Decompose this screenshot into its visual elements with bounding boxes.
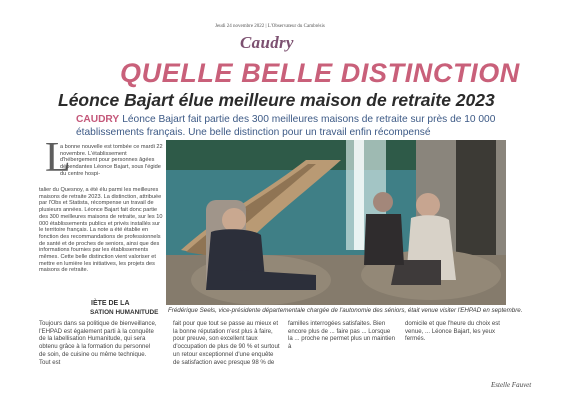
bottom-column-1: Toujours dans sa politique de bienveillance, l'EHPAD est également parti à la conquête de la labellisation Humanitude, qui sera obtenu grâce à la formation du personnel de soin, de cuisine ou même technique. Tout est [39, 320, 157, 366]
bottom-column-3: familles interrogées satisfaites. Bien encore plus de ... faire pas ... Lorsque la ... proche ne permet plus un maintien à [288, 320, 396, 351]
subsection-heading-line1: IÈTE DE LA [91, 300, 130, 307]
author-signature: Estelle Fauvet [491, 381, 532, 389]
deck-text: Léonce Bajart fait partie des 300 meilleures maisons de retraite sur près de 10 000 établissements français. Une belle distinction pour un travail enfin récompensé [76, 114, 496, 138]
headline: QUELLE BELLE DISTINCTION [120, 58, 520, 88]
bottom-column-4: domicile et que l'heure du choix est venue, ... Léonce Bajart, les yeux fermés. [405, 320, 500, 343]
dateline: Jeudi 24 novembre 2022 | L'Observateur du Cambrésis [215, 24, 325, 29]
article-deck [76, 113, 520, 139]
deck-kicker: CAUDRY [76, 114, 120, 125]
body-text-main: talier du Quesnoy, a été élu parmi les meilleures maisons de retraite 2023. La distinction, attribuée par l'Obs et Statista, récompense un travail de plusieurs années. Léonce Bajart fait donc partie des 300 meilleures maisons de retraite, sur les 10 000 établissements publics et privés installés sur le territoire français. La note a été établie en fonction des recommandations de professionnels de santé et de proches de seniors, ainsi que des informations fournies par les établissements mêmes. Cette belle distinction vient valoriser et mettre en lumière les initiatives, les projets des maisons de retraite. [39, 187, 163, 274]
article-photo [166, 140, 506, 305]
section-title: Caudry [240, 33, 294, 52]
photo-caption: Frédérique Seels, vice-présidente départementale chargée de l'autonomie des séniors, était venue visiter l'EHPAD en septembre. [168, 307, 523, 314]
subheadline: Léonce Bajart élue meilleure maison de retraite 2023 [58, 90, 495, 110]
body-text-top: a bonne nouvelle est tombée ce mardi 22 novembre. L'établissement d'hébergement pour personnes âgées dépendantes Léonce Bajart, sous l'égide du centre hospi- [60, 144, 163, 177]
subsection-heading-line2: SATION HUMANITUDE [90, 309, 159, 316]
dropcap: L [45, 135, 71, 181]
photo-illustration [166, 140, 506, 305]
bottom-column-2: fait pour que tout se passe au mieux et la bonne réputation n'est plus à faire, pour preuve, son excellent taux d'occupation de plus de 90 % et surtout un retour exceptionnel d'une enquête de satisfaction avec presque 98 % de [173, 320, 280, 366]
